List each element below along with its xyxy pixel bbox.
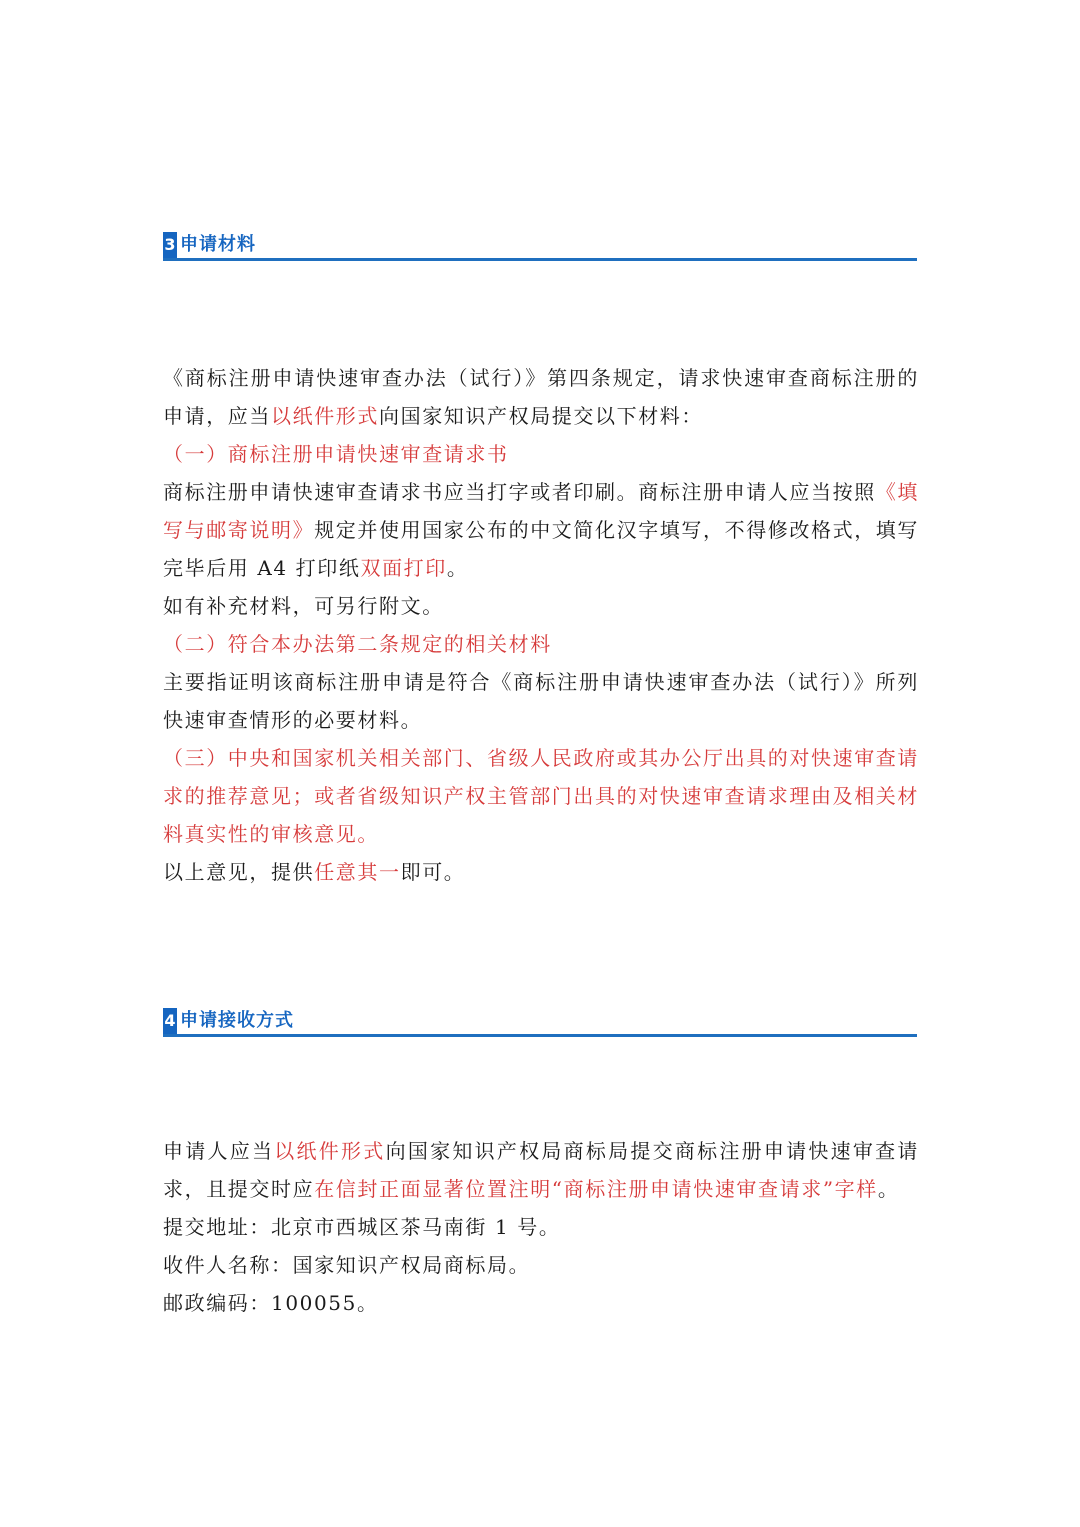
s3-intro-text: 《商标注册申请快速审查办法（试行）》第四条规定，请求快速审查商标注册的申请，应当 <box>163 366 919 428</box>
s4-recipient: 收件人名称：国家知识产权局商标局。 <box>163 1253 531 1277</box>
s3-paragraph-supplement: 如有补充材料，可另行附文。 <box>163 594 444 618</box>
s3-paragraph-proof: 主要指证明该商标注册申请是符合《商标注册申请快速审查办法（试行）》所列快速审查情形的必要材料。 <box>163 670 919 732</box>
s3-paragraph-request-form <box>163 473 919 587</box>
s4-postcode: 邮政编码：100055。 <box>163 1291 379 1315</box>
s3-form-duplex-highlight: 双面打印 <box>360 556 447 580</box>
section-4-body <box>163 1132 919 1322</box>
section-3-header <box>163 230 917 261</box>
s3-paragraph-either <box>163 853 919 891</box>
section-4-number: 4 <box>163 1008 177 1034</box>
section-3-number: 3 <box>163 232 177 258</box>
section-4-title: 申请接收方式 <box>180 1010 294 1031</box>
s3-form-guide-link: 《填写与邮寄说明》 <box>163 480 920 542</box>
s4-method-text-mid: 向国家知识产权局商标局提交商标注册申请快速审查请求，且提交时应 <box>163 1139 920 1201</box>
s3-either-highlight: 任意其一 <box>314 860 401 884</box>
s3-item-2-heading: （二）符合本办法第二条规定的相关材料 <box>163 632 552 656</box>
s3-form-text: 商标注册申请快速审查请求书应当打字或者印刷。商标注册申请人应当按照 <box>163 480 876 504</box>
section-3-body <box>163 359 919 891</box>
s3-intro-text-end: 向国家知识产权局提交以下材料： <box>379 404 703 428</box>
section-3-title: 申请材料 <box>180 234 256 255</box>
s3-either-text-end: 即可。 <box>400 860 466 884</box>
s3-form-text-mid: 规定并使用国家公布的中文简化汉字填写，不得修改格式，填写完毕后用 A4 打印纸 <box>163 518 920 580</box>
s3-either-text: 以上意见，提供 <box>163 860 315 884</box>
s3-item-1-heading: （一）商标注册申请快速审查请求书 <box>163 442 509 466</box>
s4-method-text: 申请人应当 <box>163 1139 275 1163</box>
s3-item-3-heading: （三）中央和国家机关相关部门、省级人民政府或其办公厅出具的对快速审查请求的推荐意见；或者省级知识产权主管部门出具的对快速审查请求理由及相关材料真实性的审核意见。 <box>163 746 919 846</box>
s3-intro-highlight: 以纸件形式 <box>271 404 379 428</box>
section-4-header <box>163 1006 917 1037</box>
s3-paragraph-intro <box>163 359 919 435</box>
s4-method-envelope-highlight: 在信封正面显著位置注明“商标注册申请快速审查请求”字样 <box>314 1177 878 1201</box>
s3-form-text-end: 。 <box>446 556 469 580</box>
s4-method-text-end: 。 <box>877 1177 900 1201</box>
s4-method-paper-highlight: 以纸件形式 <box>274 1139 386 1163</box>
s4-address: 提交地址：北京市西城区茶马南街 1 号。 <box>163 1215 561 1239</box>
s4-paragraph-method <box>163 1132 919 1208</box>
